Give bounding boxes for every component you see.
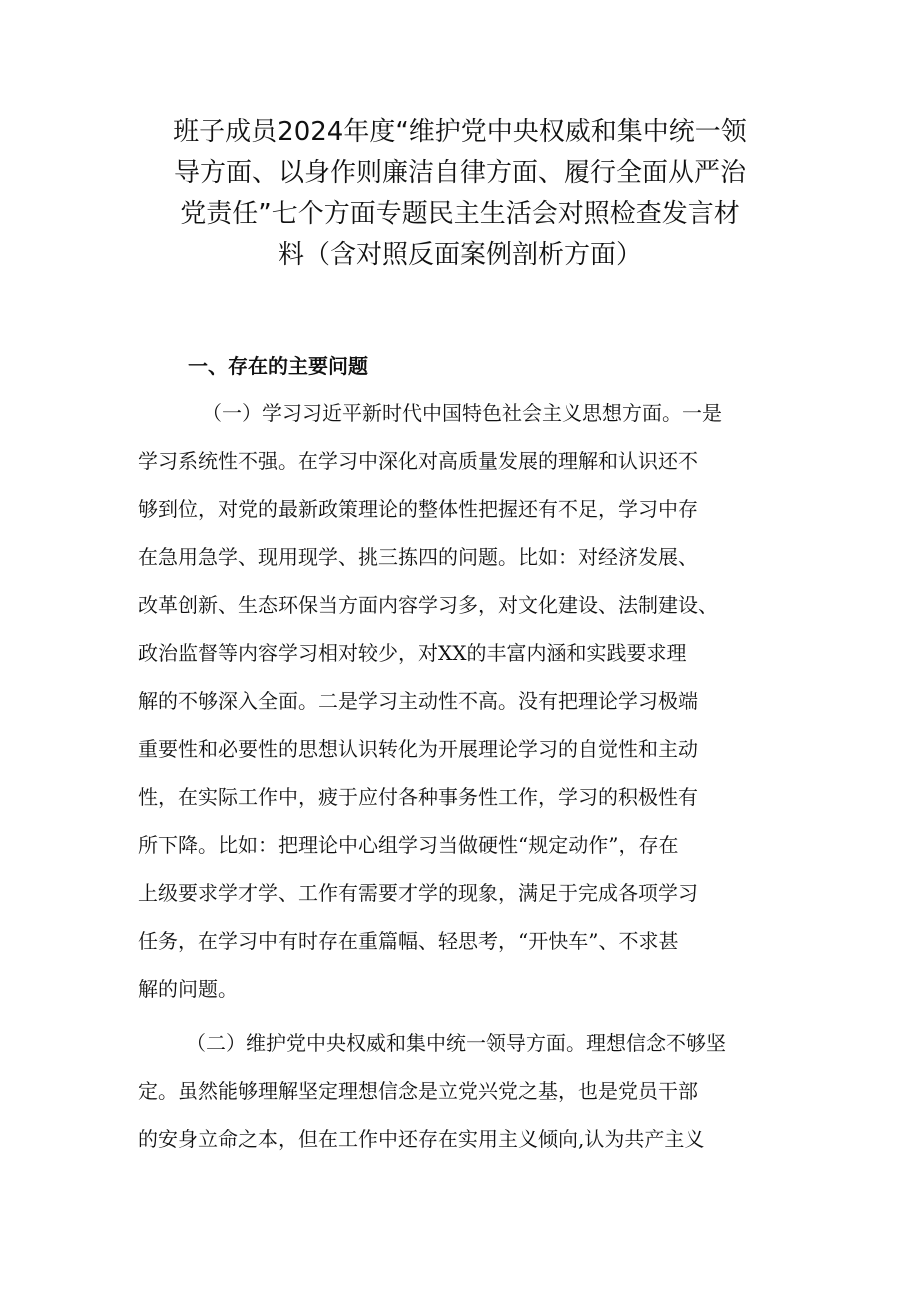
paragraph-line: 性，在实际工作中，疲于应付各种事务性工作，学习的积极性有 — [138, 785, 698, 809]
paragraph-line: （二）维护党中央权威和集中统一领导方面。理想信念不够坚 — [186, 1031, 726, 1055]
title-line: 党责任”七个方面专题民主生活会对照检查发言材 — [180, 199, 740, 229]
title-line: 导方面、以身作则廉洁自律方面、履行全面从严治 — [173, 158, 746, 188]
document-title — [150, 112, 770, 276]
section-heading: 一、存在的主要问题 — [188, 354, 368, 378]
paragraph-line: 学习系统性不强。在学习中深化对高质量发展的理解和认识还不 — [138, 449, 698, 473]
title-line: 料（含对照反面案例剖析方面） — [277, 240, 642, 270]
paragraph-line: 所下降。比如：把理论中心组学习当做硬性“规定动作”，存在 — [138, 833, 679, 857]
title-line: 班子成员2024年度“维护党中央权威和集中统一领 — [173, 117, 747, 147]
paragraph-line: 解的问题。 — [138, 977, 238, 1001]
paragraph-line: 重要性和必要性的思想认识转化为开展理论学习的自觉性和主动 — [138, 737, 698, 761]
paragraph-line: 够到位，对党的最新政策理论的整体性把握还有不足，学习中存 — [138, 497, 698, 521]
paragraph-party-authority — [138, 1019, 814, 1163]
paragraph-line: （一）学习习近平新时代中国特色社会主义思想方面。一是 — [202, 401, 722, 425]
paragraph-line: 上级要求学才学、工作有需要才学的现象，满足于完成各项学习 — [138, 881, 698, 905]
paragraph-line: 在急用急学、现用现学、挑三拣四的问题。比如：对经济发展、 — [138, 545, 698, 569]
paragraph-line: 政治监督等内容学习相对较少，对XX的丰富内涵和实践要求理 — [138, 641, 687, 665]
paragraph-line: 定。虽然能够理解坚定理想信念是立党兴党之基，也是党员干部 — [138, 1079, 698, 1103]
paragraph-line: 改革创新、生态环保当方面内容学习多，对文化建设、法制建设、 — [138, 593, 718, 617]
paragraph-study-thought — [138, 389, 814, 1013]
paragraph-line: 的安身立命之本，但在工作中还存在实用主义倾向,认为共产主义 — [138, 1127, 705, 1151]
paragraph-line: 解的不够深入全面。二是学习主动性不高。没有把理论学习极端 — [138, 689, 698, 713]
paragraph-line: 任务，在学习中有时存在重篇幅、轻思考，“开快车”、不求甚 — [138, 929, 679, 953]
